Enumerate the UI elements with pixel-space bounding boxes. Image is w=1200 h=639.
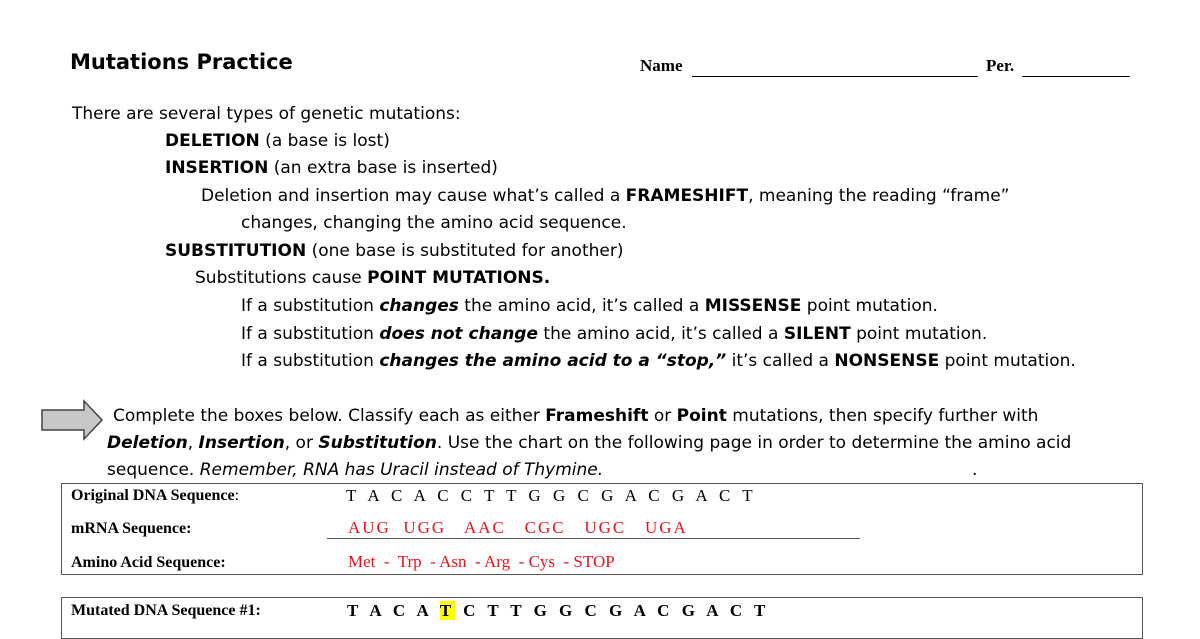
mutated-dna-sequence (347, 601, 769, 621)
name-label: Name (640, 56, 683, 75)
substitution-desc: (one base is substituted for another) (306, 241, 624, 261)
instructions-text-c: . Use the chart on the following page in order to determine the amino acid (436, 433, 1072, 453)
instructions-line-1 (113, 406, 1038, 426)
deletion-desc: (a base is lost) (259, 131, 390, 151)
insertion-term: INSERTION (165, 158, 269, 178)
point-term: POINT MUTATIONS. (367, 268, 551, 288)
missense-text-a: If a substitution (241, 296, 380, 316)
nonsense-emphasis: changes the amino acid to a “stop,” (379, 351, 727, 371)
mrna-label: mRNA Sequence: (71, 520, 192, 537)
silent-text-b: the amino acid, it’s called a (538, 324, 784, 344)
frameshift-text-a: Deletion and insertion may cause what’s called a (201, 186, 626, 206)
insertion-line (165, 158, 498, 178)
missense-line (241, 296, 938, 316)
substitution-term: SUBSTITUTION (165, 241, 307, 261)
silent-emphasis: does not change (379, 324, 539, 344)
or-text: or (648, 406, 677, 426)
missense-emphasis: changes (379, 296, 459, 316)
nonsense-line (241, 351, 1076, 371)
right-arrow-icon (40, 399, 104, 441)
mutated-seq-before: T A C A (347, 601, 440, 620)
name-field-line[interactable] (692, 76, 978, 77)
deletion-term: DELETION (165, 131, 260, 151)
mrna-sequence-answer[interactable]: AUG UGG AAC CGC UGC UGA (348, 518, 688, 537)
original-dna-label (71, 487, 239, 505)
stray-dot: . (972, 460, 978, 480)
comma-text: , (187, 433, 199, 453)
silent-text-c: point mutation. (850, 324, 988, 344)
frameshift-line (201, 186, 1010, 206)
insertion-desc: (an extra base is inserted) (268, 158, 498, 178)
original-dna-colon: : (234, 487, 240, 504)
point-keyword: Point (676, 406, 727, 426)
mutated-base-highlight: T (439, 601, 455, 620)
original-dna-label-text: Original DNA Sequence (71, 487, 235, 504)
frameshift-term: FRAMESHIFT (625, 186, 749, 206)
sequence-text: sequence. (107, 460, 200, 480)
or-text-2: , or (284, 433, 319, 453)
instructions-text-b: mutations, then specify further with (726, 406, 1039, 426)
point-text-a: Substitutions cause (195, 268, 368, 288)
remember-note: Remember, RNA has Uracil instead of Thymine. (199, 460, 604, 480)
frameshift-line-2: changes, changing the amino acid sequence. (241, 213, 627, 233)
instructions-line-2 (107, 433, 1071, 453)
point-mutations-line (195, 268, 550, 288)
nonsense-text-a: If a substitution (241, 351, 380, 371)
original-dna-sequence: T A C A C C T T G G C G A C G A C T (346, 486, 757, 505)
mutated-dna-label: Mutated DNA Sequence #1: (71, 602, 261, 619)
deletion-keyword: Deletion (107, 433, 188, 453)
nonsense-text-c: point mutation. (939, 351, 1076, 371)
instructions-text: Complete the boxes below. Classify each as either (113, 406, 546, 426)
silent-text-a: If a substitution (241, 324, 380, 344)
mutated-seq-after: C T T G G C G A C G A C T (454, 601, 770, 620)
mrna-answer-line (327, 538, 860, 539)
frameshift-text-b: , meaning the reading “frame” (748, 186, 1010, 206)
period-field-line[interactable] (1022, 76, 1130, 77)
silent-term: SILENT (783, 324, 851, 344)
silent-line (241, 324, 987, 344)
missense-text-b: the amino acid, it’s called a (458, 296, 705, 316)
period-label: Per. (986, 56, 1015, 75)
amino-acid-sequence-answer[interactable]: Met - Trp - Asn - Arg - Cys - STOP (348, 552, 615, 571)
intro-lead: There are several types of genetic mutations: (72, 104, 461, 124)
substitution-line (165, 241, 623, 261)
amino-acid-label: Amino Acid Sequence: (71, 554, 226, 571)
page-title: Mutations Practice (70, 50, 293, 74)
nonsense-term: NONSENSE (834, 351, 940, 371)
nonsense-text-b: it’s called a (726, 351, 835, 371)
substitution-keyword: Substitution (318, 433, 437, 453)
frameshift-keyword: Frameshift (545, 406, 649, 426)
instructions-line-3 (107, 460, 603, 480)
missense-text-c: point mutation. (801, 296, 938, 316)
insertion-keyword: Insertion (198, 433, 285, 453)
missense-term: MISSENSE (704, 296, 802, 316)
deletion-line (165, 131, 390, 151)
